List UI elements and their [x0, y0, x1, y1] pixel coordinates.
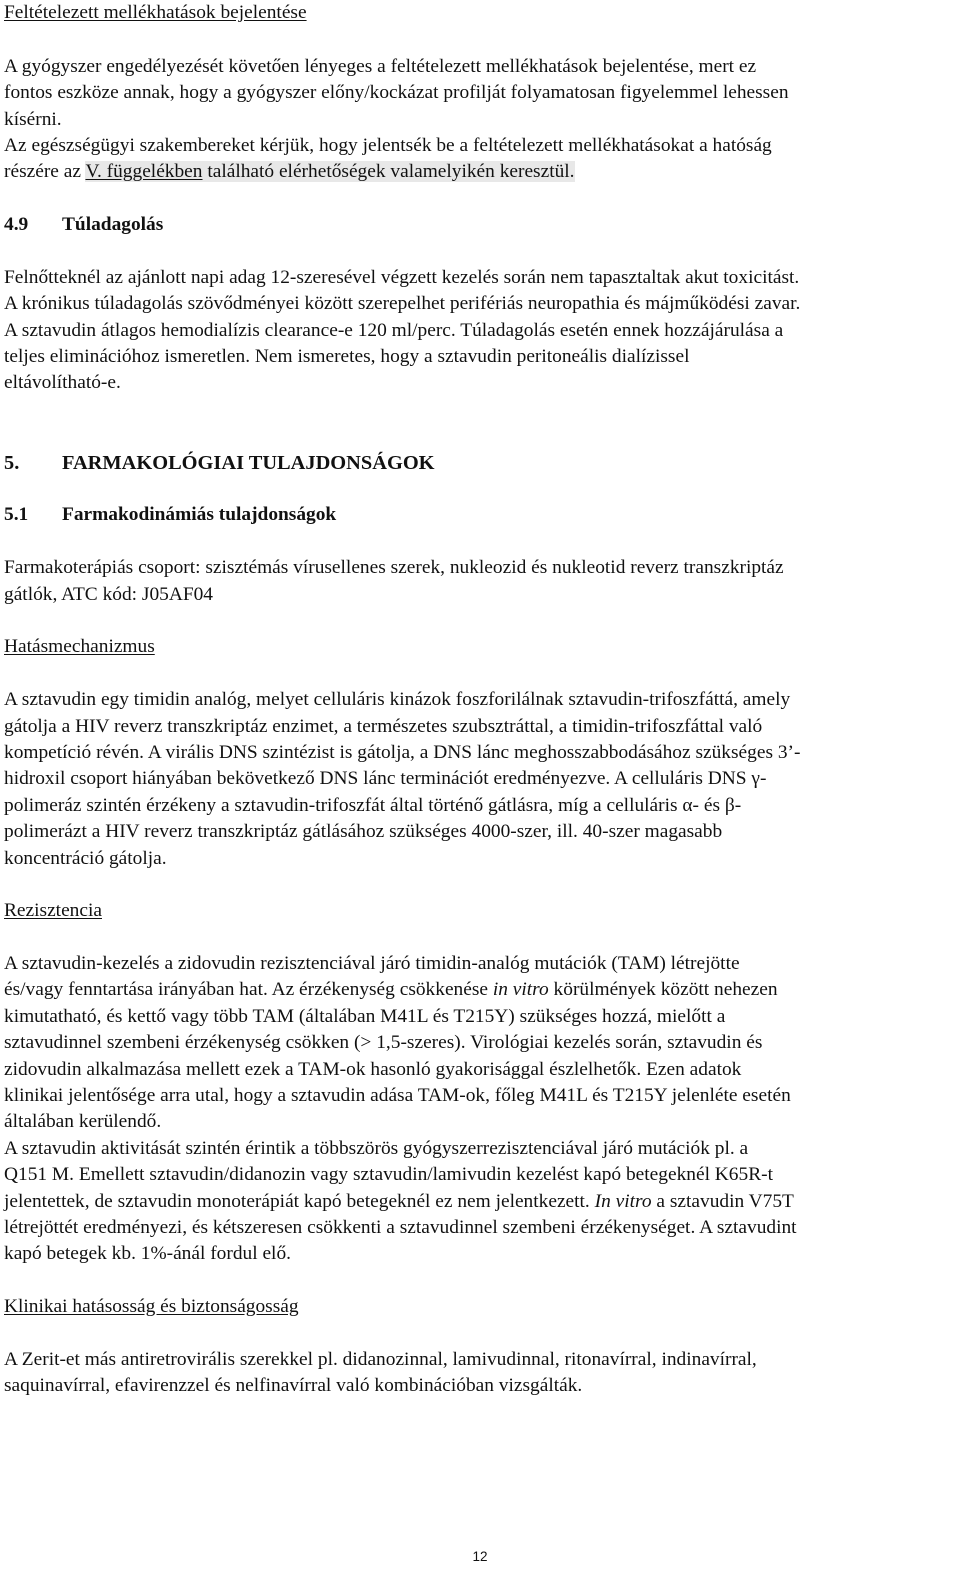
paragraph-line: A sztavudin aktivitását szintén érintik a többszörös gyógyszerrezisztenciával járó mutációk pl. a [4, 1137, 749, 1159]
paragraph-line: zidovudin alkalmazása mellett ezek a TAM-ok hasonló gyakorisággal észlelhetők. Ezen adatok [4, 1058, 742, 1080]
paragraph-line: A gyógyszer engedélyezését követően lényeges a feltételezett mellékhatások bejelentése, mert ez [4, 55, 757, 77]
paragraph-line: gátolja a HIV reverz transzkriptáz enzimet, a természetes szubsztráttal, a timidin-trifoszfáttal való [4, 715, 763, 737]
document-page [4, 0, 954, 1400]
paragraph-line: Az egészségügyi szakembereket kérjük, hogy jelentsék be a feltételezett mellékhatásokat a hatóság [4, 134, 772, 156]
paragraph-line: A Zerit-et más antiretrovirális szerekkel pl. didanozinnal, lamivudinnal, ritonavírral, indinavírral, [4, 1348, 757, 1370]
subheading-clinical-efficacy: Klinikai hatásosság és biztonságosság [4, 1296, 299, 1318]
section-heading-adverse-reporting: Feltételezett mellékhatások bejelentése [4, 2, 307, 23]
section-heading-pharmacodynamics: 5.1 Farmakodinámiás tulajdonságok [4, 504, 337, 526]
paragraph-line: kompetíció révén. A virális DNS szintézist is gátolja, a DNS lánc meghosszabbodásához szükséges 3’- [4, 741, 801, 763]
paragraph-line: polimerázt a HIV reverz transzkriptáz gátlásához szükséges 4000-szer, ill. 40-szer magasabb [4, 821, 723, 843]
paragraph-line: klinikai jelentősége arra utal, hogy a sztavudin adása TAM-ok, főleg M41L és T215Y jelenléte esetén [4, 1085, 791, 1107]
paragraph-line: sztavudinnel szembeni érzékenység csökken (> 1,5-szeres). Virológiai kezelés során, sztavudin és [4, 1032, 763, 1054]
paragraph-line: A sztavudin átlagos hemodialízis clearance-e 120 ml/perc. Túladagolás esetén ennek hozzájárulása a [4, 319, 784, 341]
paragraph-line: gátlók, ATC kód: J05AF04 [4, 583, 214, 605]
paragraph-line: Felnőtteknél az ajánlott napi adag 12-szeresével végzett kezelés során nem tapasztaltak akut toxicitást. [4, 266, 800, 288]
paragraph-line: Farmakoterápiás csoport: szisztémás vírusellenes szerek, nukleozid és nukleotid reverz transzkriptáz [4, 557, 784, 579]
paragraph-line: részére az V. függelékben található elérhetőségek valamelyikén keresztül. [4, 161, 575, 183]
paragraph-line: teljes eliminációhoz ismeretlen. Nem ismeretes, hogy a sztavudin peritoneális dialízissel [4, 346, 690, 368]
paragraph-line: A sztavudin egy timidin analóg, melyet celluláris kinázok foszforilálnak sztavudin-trifoszfáttá, amely [4, 689, 791, 711]
paragraph-line: A sztavudin-kezelés a zidovudin rezisztenciával járó timidin-analóg mutációk (TAM) létrejötte [4, 953, 740, 975]
paragraph-line: saquinavírral, efavirenzzel és nelfinavírral való kombinációban vizsgálták. [4, 1375, 583, 1397]
section-heading-pharmacology: 5. FARMAKOLÓGIAI TULAJDONSÁGOK [4, 451, 435, 474]
page-number: 12 [472, 1549, 488, 1564]
paragraph-line: kísérni. [4, 108, 62, 130]
subheading-mechanism: Hatásmechanizmus [4, 636, 155, 658]
paragraph-line: jelentettek, de sztavudin monoterápiát kapó betegeknél ez nem jelentkezett. In vitro a sztavudin V75T [4, 1190, 794, 1212]
appendix-v-link[interactable]: V. függelékben [85, 161, 203, 183]
subheading-resistance: Rezisztencia [4, 900, 102, 922]
paragraph-line: kimutatható, és kettő vagy több TAM (általában M41L és T215Y) szükséges hozzá, mielőtt a [4, 1005, 726, 1027]
paragraph-line: Q151 M. Emellett sztavudin/didanozin vagy sztavudin/lamivudin kezelést kapó betegeknél K65R-t [4, 1164, 773, 1186]
paragraph-line: hidroxil csoport hiányában bekövetkező DNS lánc terminációt eredményezve. A celluláris DNS γ- [4, 768, 767, 790]
paragraph-line: létrejöttét eredményezi, és kétszeresen csökkenti a sztavudinnel szembeni érzékenységet. A sztavudint [4, 1216, 797, 1238]
paragraph-line: és/vagy fenntartása irányában hat. Az érzékenység csökkenése in vitro körülmények között nehezen [4, 979, 778, 1001]
paragraph-line: koncentráció gátolja. [4, 847, 167, 869]
paragraph-line: eltávolítható-e. [4, 372, 121, 394]
paragraph-line: általában kerülendő. [4, 1111, 162, 1133]
paragraph-line: fontos eszköze annak, hogy a gyógyszer előny/kockázat profilját folyamatosan figyelemmel lehessen [4, 82, 789, 104]
paragraph-line: A krónikus túladagolás szövődményei között szerepelhet perifériás neuropathia és májműködési zavar. [4, 293, 801, 315]
paragraph-line: kapó betegek kb. 1%-ánál fordul elő. [4, 1243, 291, 1265]
paragraph-line: polimeráz szintén érzékeny a sztavudin-trifoszfát által történő gátlásra, míg a celluláris α- és β- [4, 794, 742, 816]
section-heading-overdose: 4.9 Túladagolás [4, 214, 164, 236]
